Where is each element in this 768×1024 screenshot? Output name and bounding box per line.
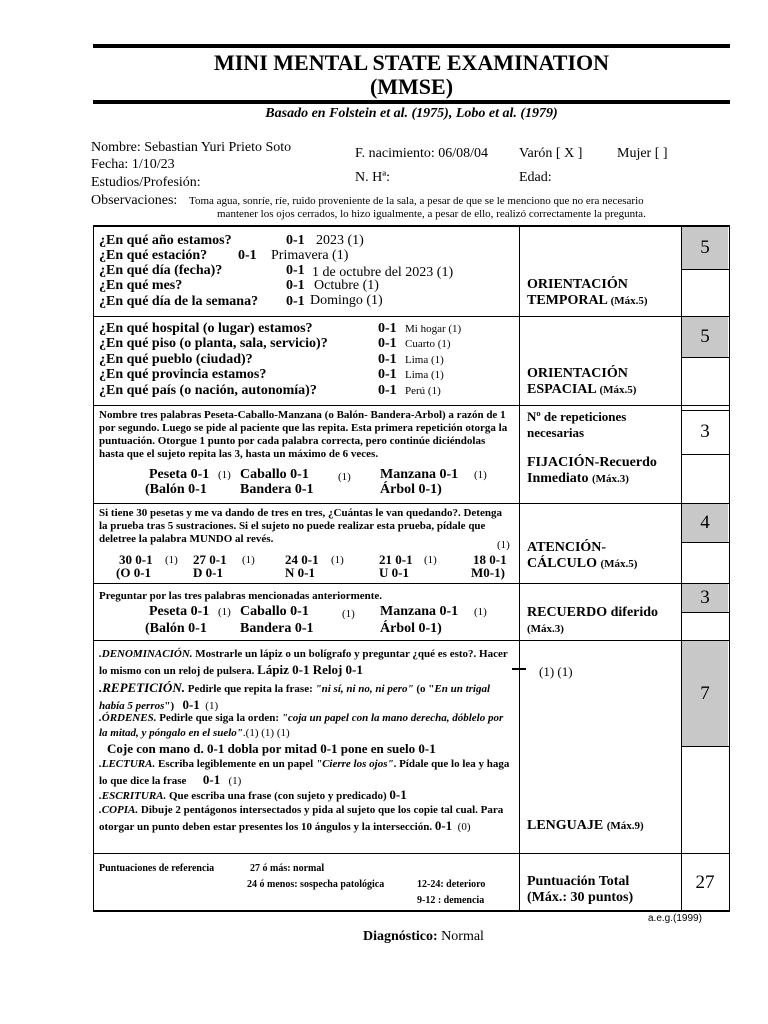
section-title: ORIENTACIÓN TEMPORAL (Máx.5) bbox=[527, 277, 648, 308]
title-rule bbox=[93, 100, 730, 104]
subtraction: 18 0-1 bbox=[473, 552, 507, 567]
subtraction-score: (1) bbox=[165, 554, 178, 566]
score-total: 27 bbox=[695, 871, 715, 893]
male-checkbox: Varón [ X ] bbox=[519, 146, 583, 161]
alt-balon: (Balón 0-1 bbox=[145, 482, 207, 497]
word-score: (1) bbox=[474, 469, 487, 481]
answer: Perú (1) bbox=[405, 385, 441, 397]
word-score: (1) bbox=[218, 469, 231, 481]
points: 0-1 bbox=[286, 294, 305, 309]
subtraction-score: (1) bbox=[242, 554, 255, 566]
subtraction-score: (1) bbox=[331, 554, 344, 566]
answer: Primavera (1) bbox=[271, 248, 349, 263]
question: ¿En qué año estamos? bbox=[99, 233, 232, 248]
age-label: Edad: bbox=[519, 170, 552, 185]
alt-arbol: Árbol 0-1) bbox=[380, 482, 442, 497]
question: ¿En qué provincia estamos? bbox=[99, 367, 267, 382]
connector-line bbox=[512, 668, 526, 670]
extra-score: (1) bbox=[497, 539, 510, 551]
exam-date: Fecha: 1/10/23 bbox=[91, 157, 175, 172]
word-manzana: Manzana 0-1 bbox=[380, 467, 459, 482]
score-orientacion-temporal: 5 bbox=[682, 227, 728, 269]
question: ¿En qué pueblo (ciudad)? bbox=[99, 352, 253, 367]
word-peseta: Peseta 0-1 bbox=[149, 604, 210, 619]
studies-label: Estudios/Profesión: bbox=[91, 175, 201, 190]
answer: Domingo (1) bbox=[310, 293, 383, 308]
credit: a.e.g.(1999) bbox=[648, 913, 702, 924]
alt-bandera: Bandera 0-1 bbox=[240, 482, 314, 497]
section-title: ATENCIÓN- CÁLCULO (Máx.5) bbox=[527, 540, 638, 571]
alt-bandera: Bandera 0-1 bbox=[240, 621, 314, 636]
section-title: FIJACIÓN-Recuerdo Inmediato (Máx.3) bbox=[527, 455, 657, 486]
points: 0-1 bbox=[286, 233, 305, 248]
points: 0-1 bbox=[238, 248, 257, 263]
answer: 1 de octubre del 2023 (1) bbox=[312, 265, 454, 280]
spelling: M0-1) bbox=[471, 565, 505, 580]
reference-demencia: 9-12 : demencia bbox=[417, 895, 485, 906]
total-title: Puntuación Total (Máx.: 30 puntos) bbox=[527, 874, 634, 905]
subtraction: 24 0-1 bbox=[285, 552, 319, 567]
points: 0-1 bbox=[286, 278, 305, 293]
repetitions-note: Nº de repeticiones necesarias bbox=[527, 409, 627, 440]
subtraction: 21 0-1 bbox=[379, 552, 413, 567]
spelling: U 0-1 bbox=[379, 565, 409, 580]
section-title: RECUERDO diferido (Máx.3) bbox=[527, 605, 659, 635]
observations-label: Observaciones: bbox=[91, 193, 178, 208]
reference-deterioro: 12-24: deterioro bbox=[417, 879, 486, 890]
answer: Mi hogar (1) bbox=[405, 323, 462, 335]
score-recuerdo: 3 bbox=[682, 584, 728, 612]
spelling: D 0-1 bbox=[193, 565, 223, 580]
instructions: Nombre tres palabras Peseta-Caballo-Manzana (o Balón- Bandera-Arbol) a razón de 1 por segundo. Luego se pide al paciente que las repita. Esta primera repetición otorga la puntuación. Otorgue 1 punto por cada palabra correcta, pero continúe diciéndolas hasta que el sujeto repita las 3, hasta un máximo de 6 veces. bbox=[99, 409, 508, 460]
observations-line2: mantener los ojos cerrados, lo hizo igualmente, a pesar de ello, realizó correctamente la pregunta. bbox=[217, 208, 646, 220]
score-orientacion-espacial: 5 bbox=[682, 317, 728, 357]
observations-line1: Toma agua, sonríe, ríe, ruido proveniente de la sala, a pesar de que se le menciono que no era necesario bbox=[189, 195, 644, 207]
question: ¿En qué piso (o planta, sala, servicio)? bbox=[99, 336, 328, 351]
reference-label: Puntuaciones de referencia bbox=[99, 863, 215, 874]
spelling: (O 0-1 bbox=[116, 565, 152, 580]
answer: 2023 (1) bbox=[316, 233, 364, 248]
word-score: (1) bbox=[342, 608, 355, 620]
points: 0-1 bbox=[378, 352, 397, 367]
word-score: (1) bbox=[218, 606, 231, 618]
copia: .COPIA. Dibuje 2 pentágonos intersectados y pida al sujeto que los copie tal cual. Para otorgar un punto deben estar presentes los 10 ángulos y la intersección. 0-1 (0) bbox=[99, 804, 504, 833]
instructions: Si tiene 30 pesetas y me va dando de tres en tres, ¿Cuántas le van quedando?. Detenga la prueba tras 5 sustraciones. Si el sujeto no puede realizar esta prueba, pídale que deletree la palabra MUNDO al revés. bbox=[99, 507, 502, 545]
word-peseta: Peseta 0-1 bbox=[149, 467, 210, 482]
female-checkbox: Mujer [ ] bbox=[617, 146, 668, 161]
birth-date: F. nacimiento: 06/08/04 bbox=[355, 146, 489, 161]
score-fijacion: 3 bbox=[700, 421, 710, 442]
section-title: LENGUAJE (Máx.9) bbox=[527, 818, 644, 833]
question: ¿En qué hospital (o lugar) estamos? bbox=[99, 321, 313, 336]
subtraction-score: (1) bbox=[424, 554, 437, 566]
patient-name: Nombre: Sebastian Yuri Prieto Soto bbox=[91, 140, 292, 155]
denom-scores: (1) (1) bbox=[539, 664, 573, 679]
ordenes: .ÓRDENES. Pedirle que siga la orden: "coja un papel con la mano derecha, dóblelo por la mitad, y póngalo en el suelo".(1) (1) (1) bbox=[99, 712, 504, 739]
points: 0-1 bbox=[286, 263, 305, 278]
subtraction: 27 0-1 bbox=[193, 552, 227, 567]
score-atencion: 4 bbox=[682, 504, 728, 542]
form-subtitle: Basado en Folstein et al. (1975), Lobo et al. (1979) bbox=[265, 106, 558, 121]
question: ¿En qué país (o nación, autonomía)? bbox=[99, 383, 317, 398]
section-title: ORIENTACIÓN ESPACIAL (Máx.5) bbox=[527, 366, 637, 397]
word-score: (1) bbox=[474, 606, 487, 618]
points: 0-1 bbox=[378, 367, 397, 382]
spelling: N 0-1 bbox=[285, 565, 315, 580]
word-score: (1) bbox=[338, 471, 351, 483]
question: ¿En qué estación? bbox=[99, 248, 208, 263]
diagnosis: Diagnóstico: Normal bbox=[363, 929, 484, 944]
form-title: MINI MENTAL STATE EXAMINATION bbox=[213, 50, 610, 75]
word-manzana: Manzana 0-1 bbox=[380, 604, 459, 619]
lectura: .LECTURA. Escriba legiblemente en un papel "Cierre los ojos". Pídale que lo lea y haga lo que dice la frase 0-1 (1) bbox=[99, 758, 510, 787]
question: ¿En qué día de la semana? bbox=[99, 294, 259, 309]
reference-sospecha: 24 ó menos: sospecha patológica bbox=[247, 879, 385, 890]
escritura: .ESCRITURA. Que escriba una frase (con sujeto y predicado) 0-1 bbox=[99, 787, 407, 802]
points: 0-1 bbox=[378, 383, 397, 398]
points: 0-1 bbox=[378, 336, 397, 351]
repeticion: .REPETICIÓN. Pedirle que repita la frase: "ni sí, ni no, ni pero" (o "En un trigal había 5 perros") 0-1 (1) bbox=[99, 680, 491, 712]
denominacion: .DENOMINACIÓN. Mostrarle un lápiz o un bolígrafo y preguntar ¿qué es esto?. Hacer lo mismo con un reloj de pulsera. Lápiz 0-1 Reloj 0-1 bbox=[99, 648, 508, 677]
orders-items: Coje con mano d. 0-1 dobla por mitad 0-1 pone en suelo 0-1 bbox=[107, 741, 436, 756]
word-caballo: Caballo 0-1 bbox=[240, 467, 309, 482]
answer: Lima (1) bbox=[405, 369, 444, 381]
answer: Cuarto (1) bbox=[405, 338, 451, 350]
subtraction: 30 0-1 bbox=[119, 552, 153, 567]
alt-arbol: Árbol 0-1) bbox=[380, 621, 442, 636]
alt-balon: (Balón 0-1 bbox=[145, 621, 207, 636]
top-rule bbox=[93, 44, 730, 48]
score-lenguaje: 7 bbox=[682, 641, 728, 746]
word-caballo: Caballo 0-1 bbox=[240, 604, 309, 619]
question: ¿En qué día (fecha)? bbox=[99, 263, 223, 278]
answer: Octubre (1) bbox=[314, 278, 379, 293]
reference-normal: 27 ó más: normal bbox=[250, 863, 325, 874]
points: 0-1 bbox=[378, 321, 397, 336]
form-title-abbrev: (MMSE) bbox=[369, 74, 454, 99]
instructions: Preguntar por las tres palabras mencionadas anteriormente. bbox=[99, 590, 383, 602]
answer: Lima (1) bbox=[405, 354, 444, 366]
record-number: N. Hª: bbox=[355, 170, 390, 185]
question: ¿En qué mes? bbox=[99, 278, 183, 293]
